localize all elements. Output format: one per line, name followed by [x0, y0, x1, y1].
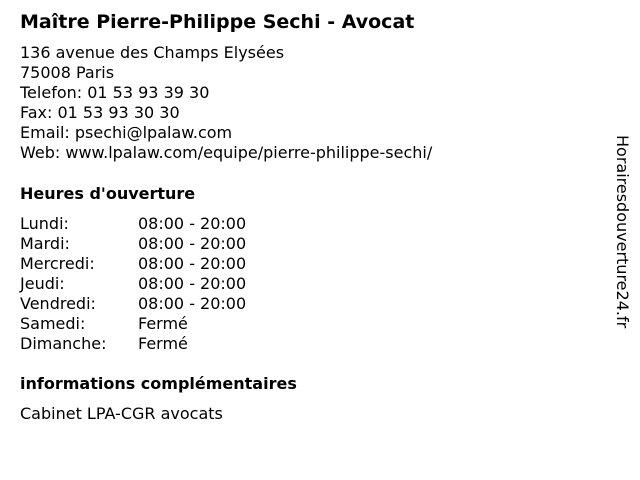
page-title: Maître Pierre-Philippe Sechi - Avocat [20, 11, 415, 33]
city-postcode: 75008 Paris [20, 63, 115, 82]
day-label: Mercredi: [20, 254, 95, 273]
website-url: Web: www.lpalaw.com/equipe/pierre-philippe-sechi/ [20, 143, 433, 162]
day-label: Mardi: [20, 234, 70, 253]
email-address: Email: psechi@lpalaw.com [20, 123, 233, 142]
day-label: Lundi: [20, 214, 69, 233]
opening-time: 08:00 - 20:00 [138, 254, 247, 273]
info-text: Cabinet LPA-CGR avocats [20, 404, 223, 423]
site-watermark: Horairesdouverture24.fr [613, 135, 632, 329]
info-heading: informations complémentaires [20, 374, 297, 393]
hours-row-tuesday [20, 234, 246, 254]
day-label: Vendredi: [20, 294, 96, 313]
opening-time: Fermé [138, 314, 188, 333]
day-label: Samedi: [20, 314, 86, 333]
hours-list [20, 214, 246, 354]
opening-time: 08:00 - 20:00 [138, 214, 247, 233]
street-address: 136 avenue des Champs Elysées [20, 43, 285, 62]
opening-time: 08:00 - 20:00 [138, 294, 247, 313]
hours-row-wednesday [20, 254, 246, 274]
phone-number: Telefon: 01 53 93 39 30 [20, 83, 210, 102]
opening-time: 08:00 - 20:00 [138, 234, 247, 253]
opening-time: 08:00 - 20:00 [138, 274, 247, 293]
hours-row-sunday [20, 334, 246, 354]
hours-row-friday [20, 294, 246, 314]
day-label: Jeudi: [20, 274, 65, 293]
hours-heading: Heures d'ouverture [20, 184, 196, 203]
day-label: Dimanche: [20, 334, 107, 353]
opening-time: Fermé [138, 334, 188, 353]
hours-row-thursday [20, 274, 246, 294]
fax-number: Fax: 01 53 93 30 30 [20, 103, 180, 122]
hours-row-monday [20, 214, 246, 234]
contact-block [20, 43, 432, 163]
hours-row-saturday [20, 314, 246, 334]
